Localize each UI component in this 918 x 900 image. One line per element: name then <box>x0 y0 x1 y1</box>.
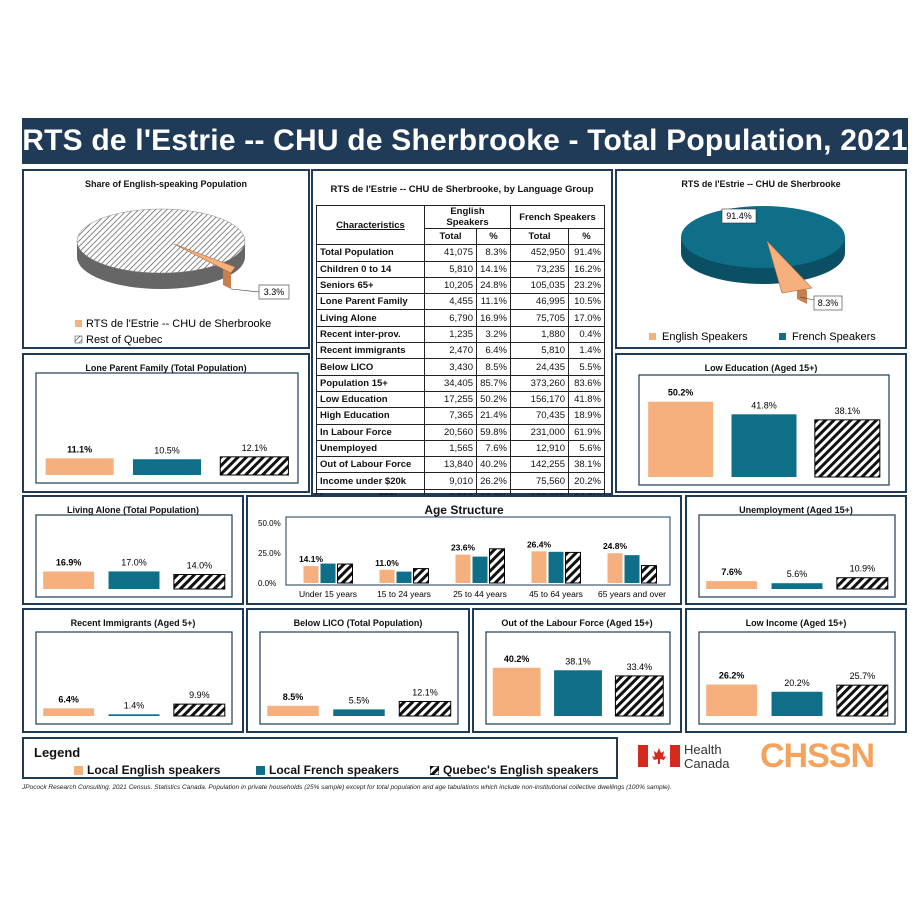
bar-value-label: 11.1% <box>67 444 93 455</box>
table-row <box>317 408 605 424</box>
unemployment-panel <box>685 495 907 605</box>
bar-quebec <box>837 685 888 716</box>
bar-value-label: 14.0% <box>186 560 213 571</box>
bar-value-label: 33.4% <box>626 661 653 672</box>
recent-immigrants-title: Recent Immigrants (Aged 5+) <box>70 618 196 628</box>
table-cell-f-pct: 0.4% <box>569 326 605 342</box>
age-bar-english <box>304 566 319 583</box>
table-row <box>317 277 605 293</box>
age-value-label: 26.4% <box>526 539 552 550</box>
table-cell-f-total: 231,000 <box>511 424 569 440</box>
legend-item-local-french <box>256 763 399 777</box>
table-cell-label: Low Education <box>317 391 425 407</box>
table-cell-e-pct: 8.3% <box>477 245 511 261</box>
bar-quebec <box>174 575 225 589</box>
table-cell-e-pct: 26.2% <box>477 473 511 489</box>
age-bar-english <box>532 551 547 583</box>
table-cell-e-pct: 24.8% <box>477 277 511 293</box>
legend-item-quebec-english <box>430 763 599 777</box>
bar-value-label: 41.8% <box>751 400 777 411</box>
age-structure-title: Age Structure <box>424 503 504 517</box>
bar-french <box>109 714 160 716</box>
bar-value-label: 40.2% <box>503 653 530 664</box>
sub-french-total: Total <box>511 229 569 245</box>
share-pie-chart <box>24 171 308 347</box>
recent-immigrants-chart <box>24 610 242 731</box>
table-cell-f-pct: 18.9% <box>569 408 605 424</box>
canada-flag-icon <box>638 745 680 767</box>
table-row <box>317 391 605 407</box>
table-cell-e-pct: 40.2% <box>477 457 511 473</box>
page-title: RTS de l'Estrie -- CHU de Sherbrooke - Total Population, 2021 <box>22 118 908 164</box>
table-cell-e-total: 41,075 <box>425 245 477 261</box>
table-cell-f-pct: 17.0% <box>569 310 605 326</box>
age-value-label: 14.1% <box>298 554 324 565</box>
legend-item-local-english <box>74 763 220 777</box>
table-cell-f-total: 75,560 <box>511 473 569 489</box>
x-tick-label: 45 to 64 years <box>529 589 583 599</box>
age-bar-quebec <box>414 569 429 583</box>
table-cell-f-pct: 91.4% <box>569 245 605 261</box>
table-row <box>317 294 605 310</box>
y-tick-label: 0.0% <box>258 579 277 588</box>
legend-swatch-local-french <box>256 766 265 775</box>
table-cell-f-total: 156,170 <box>511 391 569 407</box>
age-value-label: 11.0% <box>375 557 399 568</box>
bar-french <box>772 692 823 716</box>
language-legend-french: French Speakers <box>792 331 876 343</box>
bar-value-label: 20.2% <box>784 677 810 688</box>
table-cell-label: Income under $20k <box>317 473 425 489</box>
table-cell-label: Children 0 to 14 <box>317 261 425 277</box>
sub-english-total: Total <box>425 229 477 245</box>
language-pie-chart <box>617 171 905 347</box>
share-pie-leader <box>231 289 259 292</box>
bar-french <box>554 670 602 716</box>
table-cell-f-pct: 41.8% <box>569 391 605 407</box>
bar-value-label: 12.1% <box>412 687 438 698</box>
table-cell-f-total: 75,705 <box>511 310 569 326</box>
age-bar-french <box>397 572 412 583</box>
table-cell-label: Population 15+ <box>317 375 425 391</box>
bar-english <box>43 708 94 716</box>
table-cell-e-pct: 21.4% <box>477 408 511 424</box>
table-cell-f-pct: 5.5% <box>569 359 605 375</box>
table-cell-f-pct: 1.4% <box>569 343 605 359</box>
share-pie-label: 3.3% <box>263 287 285 297</box>
language-pie-french-slice <box>681 206 845 268</box>
age-bar-french <box>549 552 564 583</box>
table-cell-f-total: 46,995 <box>511 294 569 310</box>
x-tick-label: 15 to 24 years <box>377 589 431 599</box>
sub-english-pct: % <box>477 229 511 245</box>
recent-immigrants-panel <box>22 608 244 733</box>
language-legend-swatch-french <box>779 333 786 340</box>
bar-value-label: 10.5% <box>154 445 180 456</box>
table-cell-e-pct: 85.7% <box>477 375 511 391</box>
table-cell-e-total: 20,560 <box>425 424 477 440</box>
living-alone-panel <box>22 495 244 605</box>
chssn-logo-text: CHSSN <box>760 737 875 775</box>
footer-source-note: JPocock Research Consulting. 2021 Census. Statistics Canada. Population in private households (25% sample) except for total population and age tabulations which include non-institutional collective dwellings (100% sample). <box>22 784 672 791</box>
bar-french <box>333 709 384 716</box>
bar-english <box>493 668 541 716</box>
bar-quebec <box>615 676 663 716</box>
age-bar-french <box>625 555 640 583</box>
bar-quebec <box>399 701 450 716</box>
table-cell-f-total: 12,910 <box>511 440 569 456</box>
age-bar-english <box>380 570 395 583</box>
table-cell-e-total: 13,840 <box>425 457 477 473</box>
table-cell-e-total: 3,430 <box>425 359 477 375</box>
table-row <box>317 261 605 277</box>
table-cell-label: Unemployed <box>317 440 425 456</box>
table-row <box>317 310 605 326</box>
legend-label-local-english: Local English speakers <box>87 763 221 777</box>
out-of-labour-title: Out of the Labour Force (Aged 15+) <box>501 618 653 628</box>
low-income-chart <box>687 610 905 731</box>
bar-english <box>706 685 757 716</box>
table-title: RTS de l'Estrie -- CHU de Sherbrooke, by Language Group <box>330 184 594 195</box>
language-pie-big-label: 91.4% <box>726 211 752 221</box>
table-cell-f-pct: 23.2% <box>569 277 605 293</box>
table-cell-e-pct: 59.8% <box>477 424 511 440</box>
share-legend-swatch-local <box>75 320 82 327</box>
age-structure-chart <box>248 497 680 603</box>
legend <box>22 737 618 779</box>
bar-value-label: 9.9% <box>189 690 210 701</box>
table-cell-label: Total Population <box>317 245 425 261</box>
table-row <box>317 359 605 375</box>
table-cell-f-pct: 83.6% <box>569 375 605 391</box>
table-cell-label: Living Alone <box>317 310 425 326</box>
bar-value-label: 38.1% <box>834 405 861 416</box>
table-cell-f-total: 70,435 <box>511 408 569 424</box>
table-row <box>317 424 605 440</box>
table-row <box>317 457 605 473</box>
x-tick-label: 65 years and over <box>597 589 667 599</box>
age-bar-english <box>608 553 623 583</box>
table-cell-e-total: 4,455 <box>425 294 477 310</box>
table-cell-label: Seniors 65+ <box>317 277 425 293</box>
table-cell-f-pct: 38.1% <box>569 457 605 473</box>
table-cell-f-total: 373,260 <box>511 375 569 391</box>
bar-value-label: 16.9% <box>55 557 82 568</box>
bar-french <box>772 583 823 589</box>
table-cell-e-total: 34,405 <box>425 375 477 391</box>
below-lico-chart <box>248 610 468 731</box>
bar-value-label: 1.4% <box>123 700 145 711</box>
table-cell-e-total: 9,010 <box>425 473 477 489</box>
table-cell-e-pct: 50.2% <box>477 391 511 407</box>
living-alone-title: Living Alone (Total Population) <box>67 505 199 515</box>
table-cell-f-pct: 10.5% <box>569 294 605 310</box>
language-pie-panel <box>615 169 907 349</box>
y-tick-label: 25.0% <box>258 549 281 558</box>
language-pie-small-label: 8.3% <box>817 298 839 308</box>
legend-label-local-french: Local French speakers <box>269 763 400 777</box>
bar-value-label: 8.5% <box>282 691 304 702</box>
bar-quebec <box>220 457 288 475</box>
language-pie-title: RTS de l'Estrie -- CHU de Sherbrooke <box>681 179 841 189</box>
bar-value-label: 25.7% <box>849 671 876 682</box>
bar-english <box>267 706 318 716</box>
table-cell-f-pct: 16.2% <box>569 261 605 277</box>
legend-swatch-quebec-english <box>430 766 439 775</box>
language-table-panel <box>311 169 613 495</box>
lone-parent-title: Lone Parent Family (Total Population) <box>85 363 247 373</box>
share-legend-rest: Rest of Quebec <box>86 334 163 346</box>
bar-value-label: 7.6% <box>721 567 742 578</box>
table-cell-e-pct: 7.6% <box>477 440 511 456</box>
table-cell-e-pct: 11.1% <box>477 294 511 310</box>
table-cell-f-total: 73,235 <box>511 261 569 277</box>
table-cell-e-total: 7,365 <box>425 408 477 424</box>
bar-quebec <box>837 578 888 589</box>
chssn-logo <box>760 737 874 776</box>
table-row <box>317 473 605 489</box>
table-cell-label: Recent immigrants <box>317 343 425 359</box>
below-lico-panel <box>246 608 470 733</box>
age-value-label: 23.6% <box>450 542 476 553</box>
bar-french <box>109 571 160 589</box>
table-cell-e-total: 10,205 <box>425 277 477 293</box>
table-cell-f-pct: 20.2% <box>569 473 605 489</box>
table-cell-f-total: 142,255 <box>511 457 569 473</box>
share-legend-swatch-rest <box>75 336 82 343</box>
bar-value-label: 10.9% <box>849 563 876 574</box>
bar-english <box>706 581 757 589</box>
table-cell-label: In Labour Force <box>317 424 425 440</box>
table-cell-e-total: 17,255 <box>425 391 477 407</box>
table-cell-label: Out of Labour Force <box>317 457 425 473</box>
bar-english <box>46 458 114 475</box>
low-education-title: Low Education (Aged 15+) <box>704 363 818 373</box>
bar-english <box>43 572 94 589</box>
out-of-labour-panel <box>472 608 682 733</box>
table-row <box>317 343 605 359</box>
table-row <box>317 326 605 342</box>
legend-label-quebec-english: Quebec's English speakers <box>443 763 599 777</box>
low-education-chart <box>617 355 905 491</box>
low-income-title: Low Income (Aged 15+) <box>745 618 847 628</box>
table-cell-f-total: 5,810 <box>511 343 569 359</box>
bar-value-label: 5.5% <box>348 695 370 706</box>
y-tick-label: 50.0% <box>258 519 281 528</box>
bar-value-label: 50.2% <box>667 387 694 398</box>
table-row <box>317 245 605 261</box>
bar-quebec <box>174 704 225 716</box>
table-row <box>317 375 605 391</box>
age-bar-french <box>321 564 336 583</box>
table-row <box>317 440 605 456</box>
bar-value-label: 6.4% <box>58 694 79 705</box>
living-alone-chart <box>24 497 242 603</box>
age-bar-quebec <box>490 549 505 583</box>
table-cell-e-pct: 14.1% <box>477 261 511 277</box>
table-cell-e-total: 5,810 <box>425 261 477 277</box>
bar-value-label: 38.1% <box>565 656 591 667</box>
table-cell-e-total: 6,790 <box>425 310 477 326</box>
unemployment-chart <box>687 497 905 603</box>
bar-french <box>133 459 201 475</box>
col-characteristics: Characteristics <box>317 206 425 245</box>
lone-parent-chart <box>24 355 308 491</box>
share-panel-title: Share of English-speaking Population <box>84 179 248 189</box>
table-cell-label: Lone Parent Family <box>317 294 425 310</box>
health-canada-logo-text: Health Canada <box>684 742 730 771</box>
age-bar-quebec <box>566 552 581 583</box>
bar-french <box>732 414 797 477</box>
table-cell-label: Recent inter-prov. <box>317 326 425 342</box>
lone-parent-panel <box>22 353 310 493</box>
table-cell-e-total: 2,470 <box>425 343 477 359</box>
bar-value-label: 17.0% <box>121 557 147 568</box>
table-cell-f-pct: 5.6% <box>569 440 605 456</box>
bar-value-label: 26.2% <box>718 670 745 681</box>
col-english: English Speakers <box>425 206 511 229</box>
bar-value-label: 5.6% <box>786 569 808 580</box>
table-cell-e-total: 1,565 <box>425 440 477 456</box>
age-structure-panel <box>246 495 682 605</box>
age-bar-french <box>473 557 488 583</box>
out-of-labour-chart <box>474 610 680 731</box>
table-cell-e-pct: 16.9% <box>477 310 511 326</box>
low-income-panel <box>685 608 907 733</box>
below-lico-title: Below LICO (Total Population) <box>293 618 423 628</box>
table-cell-f-total: 24,435 <box>511 359 569 375</box>
bar-english <box>648 402 713 477</box>
table-cell-e-pct: 6.4% <box>477 343 511 359</box>
language-table <box>316 205 605 506</box>
table-cell-f-total: 105,035 <box>511 277 569 293</box>
sub-french-pct: % <box>569 229 605 245</box>
table-cell-e-total: 1,235 <box>425 326 477 342</box>
age-value-label: 24.8% <box>602 541 628 552</box>
x-tick-label: 25 to 44 years <box>453 589 507 599</box>
language-legend-swatch-english <box>649 333 656 340</box>
legend-swatch-local-english <box>74 766 83 775</box>
bar-quebec <box>815 420 880 477</box>
table-cell-f-total: 1,880 <box>511 326 569 342</box>
table-cell-f-total: 452,950 <box>511 245 569 261</box>
table-cell-e-pct: 3.2% <box>477 326 511 342</box>
table-cell-e-pct: 8.5% <box>477 359 511 375</box>
x-tick-label: Under 15 years <box>298 589 358 599</box>
table-cell-f-pct: 61.9% <box>569 424 605 440</box>
legend-title: Legend <box>34 745 81 760</box>
table-body <box>317 245 605 506</box>
col-french: French Speakers <box>511 206 605 229</box>
age-bar-english <box>456 555 471 583</box>
language-legend-english: English Speakers <box>662 331 748 343</box>
unemployment-title: Unemployment (Aged 15+) <box>739 505 853 515</box>
bar-value-label: 12.1% <box>241 442 268 453</box>
share-legend-local: RTS de l'Estrie -- CHU de Sherbrooke <box>86 318 272 330</box>
age-bar-quebec <box>338 564 353 583</box>
table-cell-label: High Education <box>317 408 425 424</box>
low-education-panel <box>615 353 907 493</box>
age-bar-quebec <box>642 566 657 583</box>
share-panel <box>22 169 310 349</box>
table-cell-label: Below LICO <box>317 359 425 375</box>
